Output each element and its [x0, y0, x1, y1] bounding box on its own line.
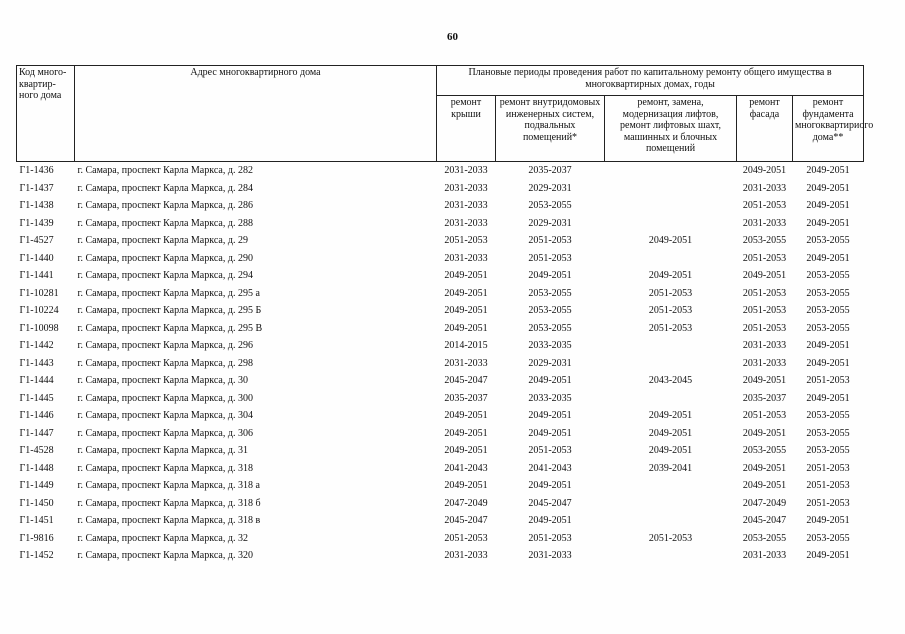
row-systems: 2053-2055 — [528, 200, 572, 211]
table-row — [17, 180, 864, 198]
row-roof: 2049-2051 — [444, 427, 488, 439]
row-code: Г1-1448 — [19, 462, 54, 474]
row-address: г. Самара, проспект Карла Маркса, д. 31 — [77, 445, 248, 456]
row-roof: 2047-2049 — [444, 497, 488, 509]
row-roof: 2031-2033 — [444, 550, 488, 561]
row-address: г. Самара, проспект Карла Маркса, д. 300 — [77, 392, 253, 404]
row-foundation: 2053-2055 — [806, 532, 850, 544]
row-address: г. Самара, проспект Карла Маркса, д. 29 — [77, 235, 248, 246]
row-code: Г1-1439 — [19, 217, 54, 229]
table-row — [17, 372, 864, 390]
row-roof: 2049-2051 — [444, 410, 488, 421]
row-code: Г1-1440 — [19, 252, 54, 264]
row-foundation: 2049-2051 — [806, 217, 850, 229]
table-row — [17, 285, 864, 303]
row-systems: 2053-2055 — [528, 305, 572, 316]
row-code: Г1-4528 — [19, 445, 54, 456]
table-body — [17, 162, 864, 565]
row-address: г. Самара, проспект Карла Маркса, д. 295 Б — [77, 305, 262, 316]
row-address: г. Самара, проспект Карла Маркса, д. 30 — [77, 375, 248, 386]
row-facade: 2031-2033 — [742, 357, 787, 369]
row-foundation: 2051-2053 — [806, 480, 850, 491]
row-address: г. Самара, проспект Карла Маркса, д. 295 В — [77, 322, 263, 334]
row-systems: 2053-2055 — [528, 287, 572, 299]
row-code: Г1-10224 — [19, 305, 59, 316]
header-roof: ремонт крыши — [437, 96, 496, 162]
row-elevators — [605, 162, 737, 180]
row-foundation: 2053-2055 — [806, 287, 850, 299]
row-roof: 2031-2033 — [444, 217, 488, 229]
row-address: г. Самара, проспект Карла Маркса, д. 320 — [77, 550, 253, 561]
row-systems: 2051-2053 — [528, 532, 572, 544]
header-foundation: ремонт фундамента многоквартириого дома** — [793, 96, 864, 162]
row-code: Г1-1445 — [19, 392, 54, 404]
row-code: Г1-10281 — [19, 287, 59, 299]
header-periods: Плановые периоды проведения работ по капитальному ремонту общего имущества в многоквартирных домах, годы — [437, 66, 864, 96]
row-roof: 2045-2047 — [444, 375, 488, 386]
row-systems: 2049-2051 — [528, 410, 572, 421]
row-foundation: 2049-2051 — [806, 165, 850, 176]
row-systems: 2049-2051 — [528, 480, 572, 491]
table-row — [17, 355, 864, 373]
table-row — [17, 232, 864, 250]
table-header — [17, 66, 874, 162]
table-row — [17, 390, 864, 408]
row-elevators: 2049-2051 — [648, 445, 693, 456]
row-address: г. Самара, проспект Карла Маркса, д. 286 — [77, 200, 253, 211]
row-roof: 2031-2033 — [444, 165, 488, 176]
row-facade: 2045-2047 — [742, 515, 787, 526]
table-row — [17, 337, 864, 355]
row-foundation: 2051-2053 — [806, 497, 850, 509]
row-address: г. Самара, проспект Карла Маркса, д. 304 — [77, 410, 253, 421]
table-row — [17, 407, 864, 425]
row-elevators: 2049-2051 — [648, 427, 693, 439]
row-facade: 2035-2037 — [742, 392, 787, 404]
row-elevators — [605, 547, 737, 565]
table-row — [17, 215, 864, 233]
row-systems: 2029-2031 — [528, 182, 572, 194]
row-code: Г1-1442 — [19, 340, 54, 351]
row-elevators: 2049-2051 — [648, 235, 693, 246]
row-foundation: 2049-2051 — [806, 515, 850, 526]
row-roof: 2049-2051 — [444, 305, 488, 316]
row-code: Г1-1452 — [19, 550, 54, 561]
table-row — [17, 512, 864, 530]
row-foundation: 2053-2055 — [806, 305, 850, 316]
row-foundation: 2053-2055 — [806, 410, 850, 421]
row-roof: 2031-2033 — [444, 200, 488, 211]
row-systems: 2029-2031 — [528, 217, 572, 229]
row-systems: 2049-2051 — [528, 515, 572, 526]
table-row — [17, 302, 864, 320]
row-address: г. Самара, проспект Карла Маркса, д. 318 б — [77, 497, 261, 509]
row-code: Г1-1436 — [19, 165, 54, 176]
row-roof: 2031-2033 — [444, 182, 488, 194]
row-facade: 2049-2051 — [742, 427, 787, 439]
row-address: г. Самара, проспект Карла Маркса, д. 284 — [77, 182, 253, 194]
row-code: Г1-1451 — [19, 515, 54, 526]
row-address: г. Самара, проспект Карла Маркса, д. 306 — [77, 427, 253, 439]
row-code: Г1-1441 — [19, 270, 54, 281]
row-code: Г1-1450 — [19, 497, 54, 509]
row-facade: 2053-2055 — [742, 445, 787, 456]
row-address: г. Самара, проспект Карла Маркса, д. 32 — [77, 532, 248, 544]
header-code: Код много-квартир-ного дома — [17, 66, 75, 162]
row-systems: 2051-2053 — [528, 445, 572, 456]
row-elevators — [605, 250, 737, 268]
row-elevators — [605, 197, 737, 215]
row-systems: 2051-2053 — [528, 235, 572, 246]
row-address: г. Самара, проспект Карла Маркса, д. 290 — [77, 252, 253, 264]
row-foundation: 2051-2053 — [806, 375, 850, 386]
row-systems: 2045-2047 — [528, 497, 572, 509]
row-roof: 2031-2033 — [444, 252, 488, 264]
table-row — [17, 197, 864, 215]
row-elevators: 2043-2045 — [648, 375, 693, 386]
row-systems: 2035-2037 — [528, 165, 572, 176]
row-facade: 2031-2033 — [742, 182, 787, 194]
row-foundation: 2049-2051 — [806, 357, 850, 369]
repair-schedule-table — [16, 65, 874, 565]
row-code: Г1-9816 — [19, 532, 54, 544]
table-row — [17, 495, 864, 513]
table-row — [17, 530, 864, 548]
row-elevators — [605, 337, 737, 355]
row-code: Г1-10098 — [19, 322, 59, 334]
header-facade: ремонт фасада — [737, 96, 793, 162]
row-facade: 2051-2053 — [742, 410, 787, 421]
row-foundation: 2049-2051 — [806, 392, 850, 404]
row-foundation: 2049-2051 — [806, 550, 850, 561]
row-roof: 2049-2051 — [444, 445, 488, 456]
row-address: г. Самара, проспект Карла Маркса, д. 288 — [77, 217, 253, 229]
row-roof: 2051-2053 — [444, 532, 488, 544]
row-elevators: 2049-2051 — [648, 410, 693, 421]
header-systems: ремонт внутридомовых инженерных систем, подвальных помещений* — [496, 96, 605, 162]
row-code: Г1-1446 — [19, 410, 54, 421]
row-elevators: 2049-2051 — [648, 270, 693, 281]
row-foundation: 2051-2053 — [806, 462, 850, 474]
row-foundation: 2053-2055 — [806, 322, 850, 334]
row-roof: 2049-2051 — [444, 322, 488, 334]
page-number: 60 — [447, 31, 458, 43]
header-elevators: ремонт, замена, модернизация лифтов, ремонт лифтовых шахт, машинных и блочных помещений — [605, 96, 737, 162]
repair-schedule-sheet — [16, 65, 874, 565]
row-code: Г1-1438 — [19, 200, 54, 211]
row-elevators — [605, 390, 737, 408]
row-foundation: 2049-2051 — [806, 200, 850, 211]
row-facade: 2047-2049 — [742, 497, 787, 509]
row-systems: 2049-2051 — [528, 427, 572, 439]
table-row — [17, 460, 864, 478]
row-elevators: 2039-2041 — [648, 462, 693, 474]
table-row — [17, 477, 864, 495]
row-address: г. Самара, проспект Карла Маркса, д. 318 а — [77, 480, 260, 491]
row-address: г. Самара, проспект Карла Маркса, д. 318 в — [77, 515, 261, 526]
row-code: Г1-1437 — [19, 182, 54, 194]
row-roof: 2014-2015 — [444, 340, 488, 351]
row-roof: 2031-2033 — [444, 357, 488, 369]
table-row — [17, 320, 864, 338]
row-foundation: 2053-2055 — [806, 235, 850, 246]
row-address: г. Самара, проспект Карла Маркса, д. 318 — [77, 462, 253, 474]
table-row — [17, 162, 864, 180]
row-facade: 2049-2051 — [742, 270, 787, 281]
row-systems: 2053-2055 — [528, 322, 572, 334]
row-facade: 2049-2051 — [742, 462, 787, 474]
row-code: Г1-1443 — [19, 357, 54, 369]
row-address: г. Самара, проспект Карла Маркса, д. 282 — [77, 165, 253, 176]
row-facade: 2049-2051 — [742, 165, 787, 176]
table-row — [17, 425, 864, 443]
row-code: Г1-4527 — [19, 235, 54, 246]
row-elevators — [605, 477, 737, 495]
row-facade: 2031-2033 — [742, 340, 787, 351]
table-row — [17, 442, 864, 460]
row-systems: 2041-2043 — [528, 462, 572, 474]
row-facade: 2051-2053 — [742, 252, 787, 264]
row-code: Г1-1449 — [19, 480, 54, 491]
row-systems: 2033-2035 — [528, 340, 572, 351]
row-foundation: 2049-2051 — [806, 252, 850, 264]
row-foundation: 2049-2051 — [806, 340, 850, 351]
row-address: г. Самара, проспект Карла Маркса, д. 294 — [77, 270, 253, 281]
row-roof: 2049-2051 — [444, 270, 488, 281]
row-code: Г1-1444 — [19, 375, 54, 386]
row-facade: 2051-2053 — [742, 322, 787, 334]
row-elevators — [605, 512, 737, 530]
row-systems: 2029-2031 — [528, 357, 572, 369]
row-facade: 2051-2053 — [742, 287, 787, 299]
row-elevators: 2051-2053 — [648, 532, 693, 544]
row-code: Г1-1447 — [19, 427, 54, 439]
row-systems: 2051-2053 — [528, 252, 572, 264]
table-row — [17, 267, 864, 285]
table-row — [17, 547, 864, 565]
row-roof: 2049-2051 — [444, 480, 488, 491]
row-address: г. Самара, проспект Карла Маркса, д. 296 — [77, 340, 253, 351]
row-address: г. Самара, проспект Карла Маркса, д. 298 — [77, 357, 253, 369]
table-row — [17, 250, 864, 268]
row-facade: 2053-2055 — [742, 532, 787, 544]
row-foundation: 2053-2055 — [806, 427, 850, 439]
row-systems: 2049-2051 — [528, 270, 572, 281]
row-elevators — [605, 355, 737, 373]
row-systems: 2049-2051 — [528, 375, 572, 386]
row-elevators: 2051-2053 — [648, 287, 693, 299]
header-address: Адрес многоквартирного дома — [75, 66, 437, 162]
row-elevators — [605, 180, 737, 198]
row-elevators — [605, 495, 737, 513]
row-roof: 2051-2053 — [444, 235, 488, 246]
row-systems: 2033-2035 — [528, 392, 572, 404]
row-address: г. Самара, проспект Карла Маркса, д. 295 а — [77, 287, 260, 299]
row-facade: 2031-2033 — [742, 217, 787, 229]
row-facade: 2053-2055 — [742, 235, 787, 246]
row-systems: 2031-2033 — [528, 550, 572, 561]
row-roof: 2049-2051 — [444, 287, 488, 299]
row-elevators: 2051-2053 — [648, 305, 693, 316]
row-facade: 2051-2053 — [742, 305, 787, 316]
row-roof: 2035-2037 — [444, 392, 488, 404]
row-foundation: 2053-2055 — [806, 445, 850, 456]
row-elevators: 2051-2053 — [648, 322, 693, 334]
row-facade: 2049-2051 — [742, 375, 787, 386]
row-roof: 2041-2043 — [444, 462, 488, 474]
row-foundation: 2049-2051 — [806, 182, 850, 194]
row-elevators — [605, 215, 737, 233]
row-roof: 2045-2047 — [444, 515, 488, 526]
row-facade: 2031-2033 — [742, 550, 787, 561]
row-facade: 2051-2053 — [742, 200, 787, 211]
row-facade: 2049-2051 — [742, 480, 787, 491]
row-foundation: 2053-2055 — [806, 270, 850, 281]
